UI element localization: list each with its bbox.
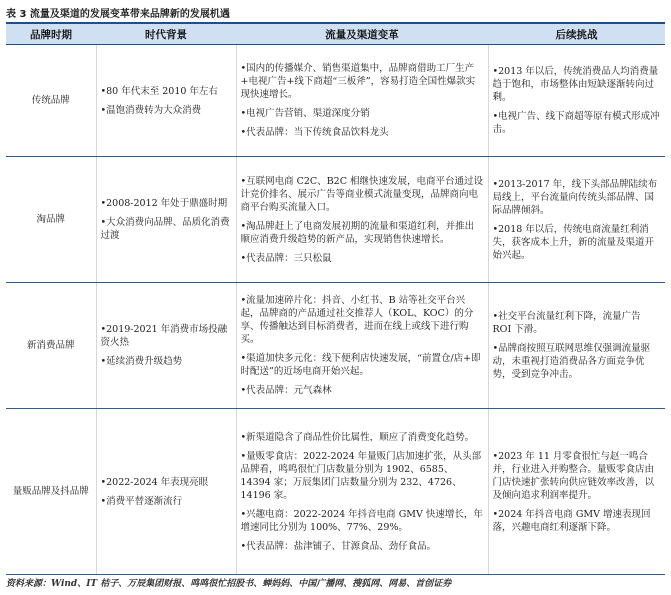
- background-item: •消费平替逐渐流行: [100, 495, 183, 507]
- table-row: [6, 409, 665, 575]
- change-item: •电视广告营销、渠道深度分销: [240, 108, 370, 119]
- table-caption: 表 3 流量及渠道的发展变革带来品牌新的发展机遇: [6, 9, 230, 20]
- header-background: 时代背景: [96, 23, 236, 45]
- header-challenges: 后续挑战: [488, 23, 665, 45]
- background-item: •大众消费向品牌、品质化消费过渡: [100, 217, 230, 241]
- background-item: •温饱消费转为大众消费: [100, 104, 202, 116]
- table-row: [6, 45, 665, 157]
- background-cell: [96, 409, 236, 575]
- change-item: •代表品牌：盐津铺子、甘源食品、劲仔食品。: [240, 540, 437, 552]
- changes-cell: [236, 409, 488, 575]
- challenge-item: •电视广告、线下商超等原有模式形成冲击。: [492, 111, 660, 135]
- change-item: •流量加速碎片化：抖音、小红书、B 站等社交平台兴起，品牌商的产品通过社交推荐人（KOL、KOC）的分享、传播触达到目标消费者，进而在线上或线下进行购买。: [240, 295, 474, 345]
- background-item: •80 年代末至 2010 年左右: [100, 85, 218, 97]
- changes-cell: [236, 157, 488, 283]
- challenges-cell: [488, 409, 665, 575]
- challenges-cell: [488, 45, 665, 157]
- table-row: [6, 283, 665, 409]
- challenge-item: •品牌商按照互联网思维仅强调流量驱动，未重视打造消费品各方面竞争优势，受到竞争冲击。: [492, 343, 651, 380]
- change-item: •代表品牌：三只松鼠: [240, 252, 332, 264]
- challenge-item: •社交平台流量红利下降，流量广告 ROI 下滑。: [492, 311, 641, 335]
- changes-cell: [236, 45, 488, 157]
- challenges-cell: [488, 283, 665, 409]
- change-item: •代表品牌：当下传统食品饮料龙头: [240, 127, 389, 138]
- era-cell: 量贩品牌及抖品牌: [6, 409, 96, 575]
- change-item: •代表品牌：元气森林: [240, 385, 332, 396]
- changes-cell: [236, 283, 488, 409]
- era-cell: 新消费品牌: [6, 283, 96, 409]
- background-cell: [96, 283, 236, 409]
- challenge-item: •2013 年以后，传统消费品人均消费量趋于饱和，市场整体由短缺逐渐转向过剩。: [492, 66, 659, 103]
- change-item: •互联网电商 C2C、B2C 相继快速发展，电商平台通过设计竞价排名、展示广告等商业模式流量变现，品牌商向电商平台购买流量入口。: [240, 175, 484, 213]
- background-item: •2019-2021 年消费市场投融资火热: [100, 324, 228, 348]
- era-cell: 淘品牌: [6, 157, 96, 283]
- background-item: •2022-2024 年表现亮眼: [100, 476, 209, 488]
- source-note: 资料来源：Wind、IT 桔子、万辰集团财报、鸣鸣很忙招股书、蝉妈妈、中国广播网、搜狐网、网易、首创证券: [6, 579, 452, 589]
- table-row: [6, 157, 665, 283]
- background-item: •2008-2012 年处于鼎盛时期: [100, 198, 228, 209]
- change-item: •淘品牌赶上了电商发展初期的流量和渠道红利，并推出顺应消费升级趋势的新产品，实现销售快速增长。: [240, 220, 475, 245]
- header-traffic-channel-change: 流量及渠道变革: [236, 23, 488, 45]
- change-item: •渠道加快多元化：线下便利店快速发展，“前置仓/店+即时配送”的近场电商开始兴起。: [240, 353, 481, 377]
- challenge-item: •2018 年以后，传统电商流量红利消失，获客成本上升，新的流量及渠道开始兴起。: [492, 223, 655, 261]
- challenge-item: •2013-2017 年，线下头部品牌陆续布局线上，平台流量向传统头部品牌、国际品牌倾斜。: [492, 178, 658, 216]
- background-cell: [96, 45, 236, 157]
- era-cell: 传统品牌: [6, 45, 96, 157]
- background-cell: [96, 157, 236, 283]
- background-item: •延续消费升级趋势: [100, 356, 183, 367]
- brand-era-table: [6, 22, 665, 575]
- table-header-row: [6, 23, 665, 45]
- change-item: •新渠道隐含了商品性价比属性，顺应了消费变化趋势。: [240, 431, 475, 443]
- challenge-item: •2023 年 11 月零食很忙与赵一鸣合并，行业进入并购整合。量贩零食店由门店快速扩张转向供应链效率改善，以及倾向追求利润率提升。: [492, 450, 655, 501]
- change-item: •量贩零食店：2022-2024 年量贩门店加速扩张，从头部品牌看，鸣鸣很忙门店数量分别为 1902、6585、14394 家；万辰集团门店数量分别为 232、4726、14196 家。: [240, 450, 482, 501]
- change-item: •兴趣电商：2022-2024 年抖音电商 GMV 快速增长，年增速同比分别为 100%、77%、29%。: [240, 508, 483, 533]
- change-item: •国内的传播媒介、销售渠道集中，品牌商借助工厂生产+电视广告+线下商超“三板斧”，容易打造全国性爆款实现快速增长。: [240, 63, 476, 100]
- challenge-item: •2024 年抖音电商 GMV 增速表现回落，兴趣电商红利逐渐下降。: [492, 508, 651, 533]
- challenges-cell: [488, 157, 665, 283]
- header-brand-era: 品牌时期: [6, 23, 96, 45]
